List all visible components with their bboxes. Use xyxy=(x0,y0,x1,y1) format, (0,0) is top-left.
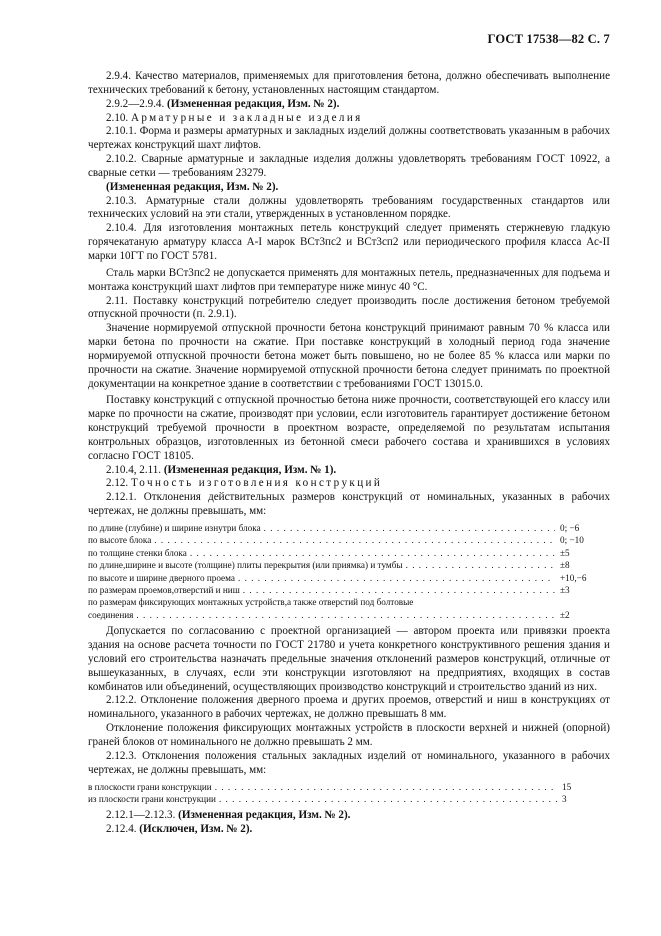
tolerance-row: по размерам проемов,отверстий и ниш . . . ±3 xyxy=(88,584,610,596)
paragraph-release-strength: Значение нормируемой отпускной прочности бетона конструкций принимают равным 70 % класса или марки бетона по прочности на сжатие. При поставке конструкций в холодный период года значение нормируемой отпускной прочности бетона может быть повышено, но не более 85 % класса или марки по прочности на сжатие. Значение нормируемой отпускной прочности бетона следует принимать по проектной документации на конкретное здание в соответствии с требованиями ГОСТ 13015.0. xyxy=(88,322,610,390)
amendment-note: (Измененная редакция, Изм. № 2). xyxy=(106,180,279,193)
clause-2-12-1: 2.12.1. Отклонения действительных размеров конструкций от номинальных, указанных в рабочих чертежах, не должны превышать, мм: xyxy=(88,491,610,518)
tolerance-list-embedded xyxy=(88,781,610,806)
tolerance-row: по высоте блока . . . 0; −10 xyxy=(88,534,610,546)
paragraph-steel-grade: Сталь марки ВСт3пс2 не допускается применять для монтажных петель, предназначенных для подъема и монтажа конструкций шахт лифтов при температуре ниже минус 40 °С. xyxy=(88,266,610,293)
tolerance-row: по толщине стенки блока . . . ±5 xyxy=(88,547,610,559)
paragraph-low-strength-delivery: Поставку конструкций с отпускной прочностью бетона ниже прочности, соответствующей его классу или марке по прочности на сжатие, производят при условии, если изготовитель гарантирует достижение бетоном конструкций требуемой прочности в проектном возрасте, определяемой по результатам испытания контрольных образцов, изготовленных из бетонной смеси рабочего состава и хранившихся в условиях согласно ГОСТ 18105. xyxy=(88,394,610,462)
clause-2-10-3: 2.10.3. Арматурные стали должны удовлетворять требованиям государственных стандартов или технических условий на эти стали, утвержденных в установленном порядке. xyxy=(88,194,610,221)
paragraph-design-permission: Допускается по согласованию с проектной организацией — автором проекта или привязки проекта здания на основе расчета точности по ГОСТ 21780 и учета конкретного конструктивного решения здания и условий его строительства назначать предельные значения отклонений размеров конструкций, отличные от вышеуказанных, в случаях, если эти конструкции изготовляют на предприятиях, входящих в состав комбинатов или объединений, осуществляющих производство конструкций и строительство зданий из них. xyxy=(88,625,610,693)
amendment-note: 2.12.1—2.12.3. (Измененная редакция, Изм. № 2). xyxy=(106,809,351,822)
tolerance-row: по высоте и ширине дверного проема . . . +10,−6 xyxy=(88,572,610,584)
tolerance-row: по длине,ширине и высоте (толщине) плиты перекрытия (или приямка) и тумбы . . . ±8 xyxy=(88,559,610,571)
clause-2-11: 2.11. Поставку конструкций потребителю следует производить после достижения бетоном требуемой отпускной прочности (п. 2.9.1). xyxy=(88,294,610,321)
clause-2-10-2: 2.10.2. Сварные арматурные и закладные изделия должны удовлетворять требованиям ГОСТ 10922, а сварные сетки — требованиям 23279. xyxy=(88,153,610,179)
document-body xyxy=(88,70,610,837)
tolerance-list xyxy=(88,522,610,621)
amendment-note: 2.9.2—2.9.4. (Измененная редакция, Изм. № 2). xyxy=(106,97,340,110)
clause-2-10-4: 2.10.4. Для изготовления монтажных петель конструкций следует применять стержневую гладкую горячекатаную арматуру класса А-I марок ВСт3пс2 и ВСт3сп2 или периодического профиля класса Ас-II марки 10ГТ по ГОСТ 5781. xyxy=(88,222,610,262)
tolerance-row: по длине (глубине) и ширине изнутри блока . . . 0; −6 xyxy=(88,522,610,534)
section-2-12-heading: 2.12. Точность изготовления конструкций xyxy=(106,477,383,490)
paragraph-fixing-devices: Отклонение положения фиксирующих монтажных устройств в плоскости верхней и нижней (опорной) граней блоков от номинального не должно превышать 2 мм. xyxy=(88,722,610,748)
clause-2-10-1: 2.10.1. Форма и размеры арматурных и закладных изделий должны соответствовать указанным в рабочих чертежах конструкций шахт лифтов. xyxy=(88,125,610,152)
clause-2-9-4: 2.9.4. Качество материалов, применяемых для приготовления бетона, должно обеспечивать выполнение технических требований к бетону, установленных настоящим стандартом. xyxy=(88,70,610,96)
tolerance-row: из плоскости грани конструкции . . . 3 xyxy=(88,793,610,805)
clause-2-12-3: 2.12.3. Отклонения положения стальных закладных изделий от номинального, указанного в рабочих чертежах, не должны превышать, мм: xyxy=(88,749,610,776)
clause-2-12-4: 2.12.4. (Исключен, Изм. № 2). xyxy=(106,823,253,836)
clause-2-12-2: 2.12.2. Отклонение положения дверного проема и других проемов, отверстий и ниш в конструкциях от номинального, указанного в рабочих чертежах, не должно превышать 8 мм. xyxy=(88,694,610,721)
tolerance-row-label-line: по размерам фиксирующих монтажных устройств,а также отверстий под болтовые xyxy=(88,597,414,608)
amendment-note: 2.10.4, 2.11. (Измененная редакция, Изм. № 1). xyxy=(106,463,337,476)
section-2-10-heading: 2.10. Арматурные и закладные изделия xyxy=(106,111,363,124)
tolerance-row: соединения . . . ±2 xyxy=(88,609,610,621)
tolerance-row: в плоскости грани конструкции . . . 15 xyxy=(88,781,610,793)
page-header: ГОСТ 17538—82 С. 7 xyxy=(487,32,610,46)
